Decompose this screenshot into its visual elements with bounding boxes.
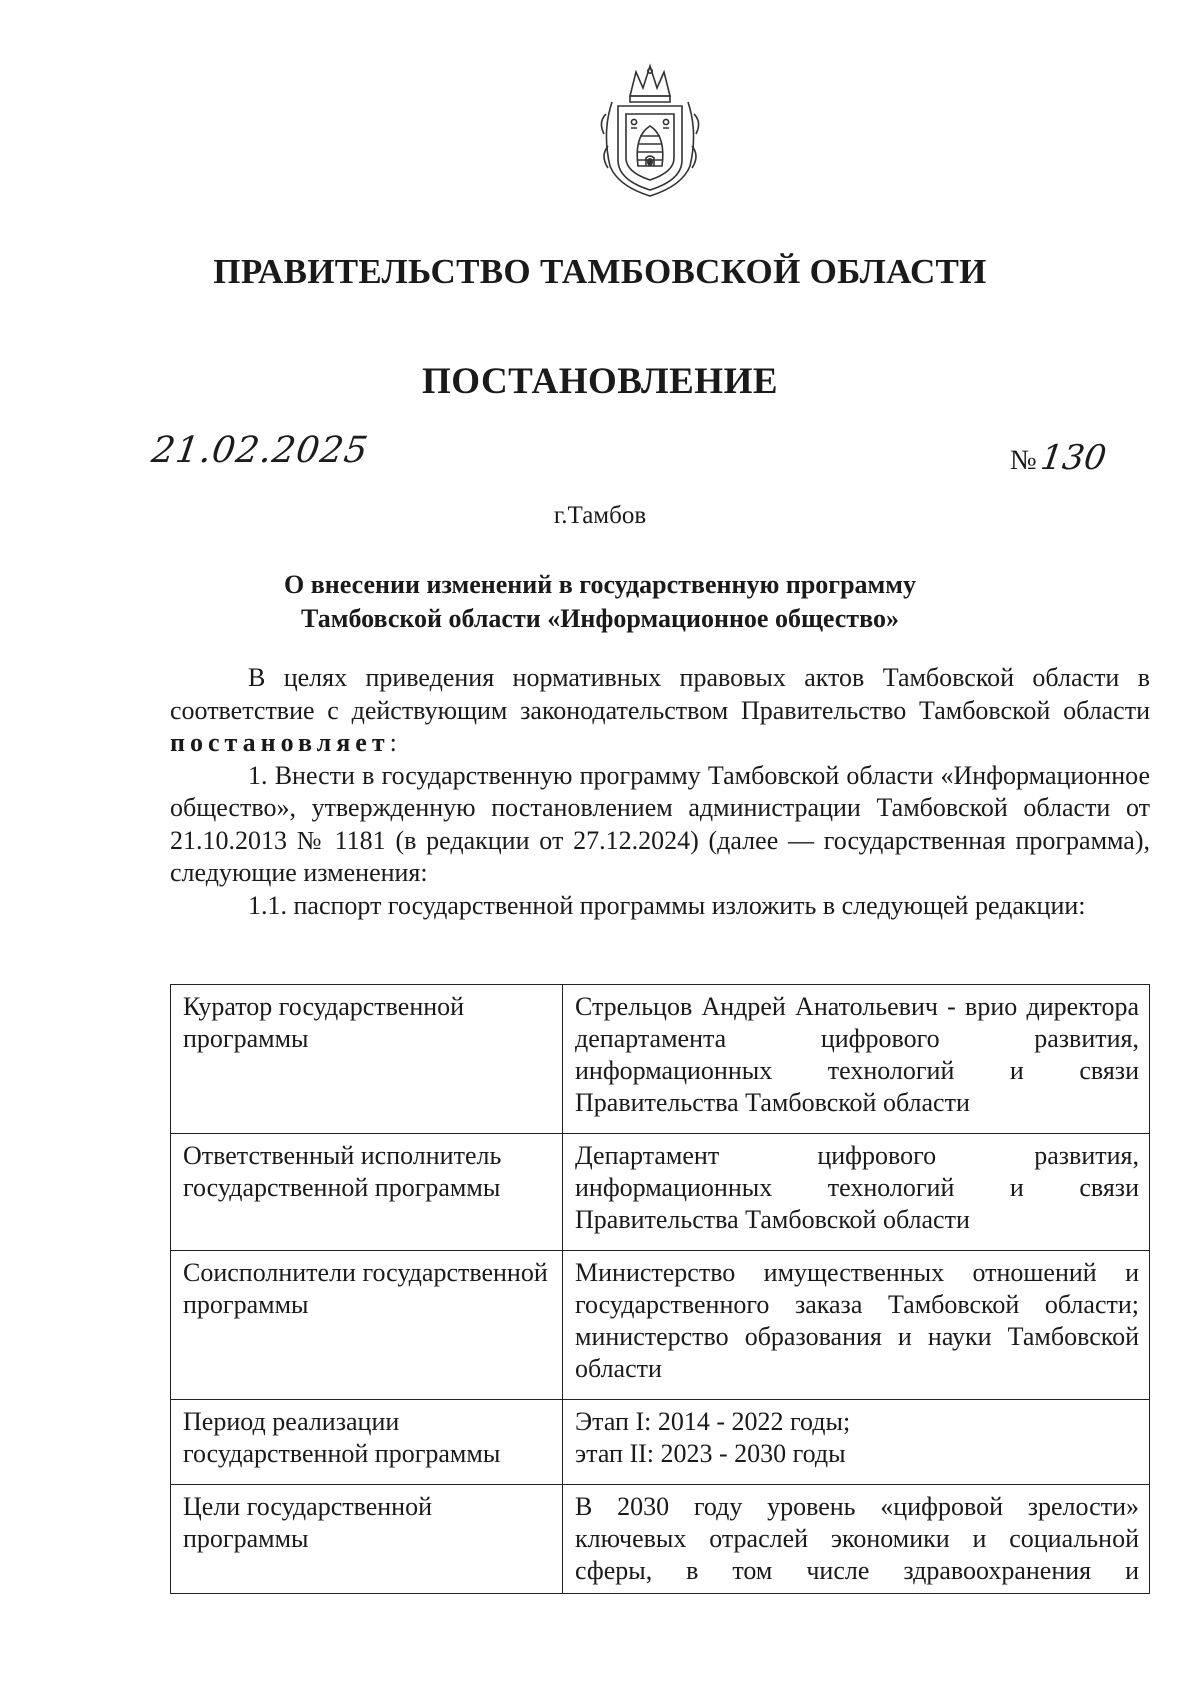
table-row (171, 1400, 1150, 1485)
period-stage-2: этап II: 2023 - 2030 годы (575, 1439, 846, 1468)
row-value (563, 1400, 1150, 1485)
item-1: 1. Внести в государственную программу Тамбовской области «Информационное общество», утвержденную постановлением администрации Тамбовской области от 21.10.2013 № 1181 (в редакции от 27.12.2024) (далее — государственная программа), следующие изменения: (170, 760, 1150, 887)
table-row (171, 1485, 1150, 1594)
number-value: 130 (1037, 438, 1109, 478)
resolves-colon: : (389, 728, 397, 757)
table-row (171, 1134, 1150, 1251)
row-label: Соисполнители государственной программы (171, 1251, 563, 1400)
preamble-text: В целях приведения нормативных правовых актов Тамбовской области в соответствие с действующим законодательством Правительство Тамбовской области (170, 663, 1150, 725)
number-label: № (1010, 445, 1037, 476)
row-value: Департамент цифрового развития, информационных технологий и связи Правительства Тамбовской области (563, 1134, 1150, 1251)
document-subject (0, 568, 1200, 636)
document-date: 21.02.2025 (149, 430, 372, 471)
passport-table (170, 984, 1150, 1594)
period-stage-1: Этап I: 2014 - 2022 годы; (575, 1407, 851, 1436)
document-number (1010, 438, 1109, 478)
row-label: Куратор государственной программы (171, 985, 563, 1134)
row-value: Стрельцов Андрей Анатольевич - врио директора департамента цифрового развития, информационных технологий и связи Правительства Тамбовской области (563, 985, 1150, 1134)
table-row (171, 1251, 1150, 1400)
organization-title: ПРАВИТЕЛЬСТВО ТАМБОВСКОЙ ОБЛАСТИ (213, 252, 987, 291)
resolves-word: постановляет (170, 728, 390, 757)
item-1-1: 1.1. паспорт государственной программы изложить в следующей редакции: (248, 890, 1086, 920)
city: г.Тамбов (553, 502, 647, 529)
row-value: Министерство имущественных отношений и государственного заказа Тамбовской области; министерство образования и науки Тамбовской области (563, 1251, 1150, 1400)
tambov-coat-of-arms-icon (596, 62, 704, 198)
row-label: Ответственный исполнитель государственной программы (171, 1134, 563, 1251)
table-row (171, 985, 1150, 1134)
row-label: Цели государственной программы (171, 1485, 563, 1594)
preamble-paragraph (170, 662, 1150, 760)
subject-line-2: Тамбовской области «Информационное общество» (301, 604, 899, 633)
row-label: Период реализации государственной программы (171, 1400, 563, 1485)
row-value: В 2030 году уровень «цифровой зрелости» ключевых отраслей экономики и социальной сферы, в том числе здравоохранения и (563, 1485, 1150, 1594)
document-type: ПОСТАНОВЛЕНИЕ (421, 361, 779, 402)
document-body (170, 662, 1150, 922)
subject-line-1: О внесении изменений в государственную программу (284, 570, 916, 599)
